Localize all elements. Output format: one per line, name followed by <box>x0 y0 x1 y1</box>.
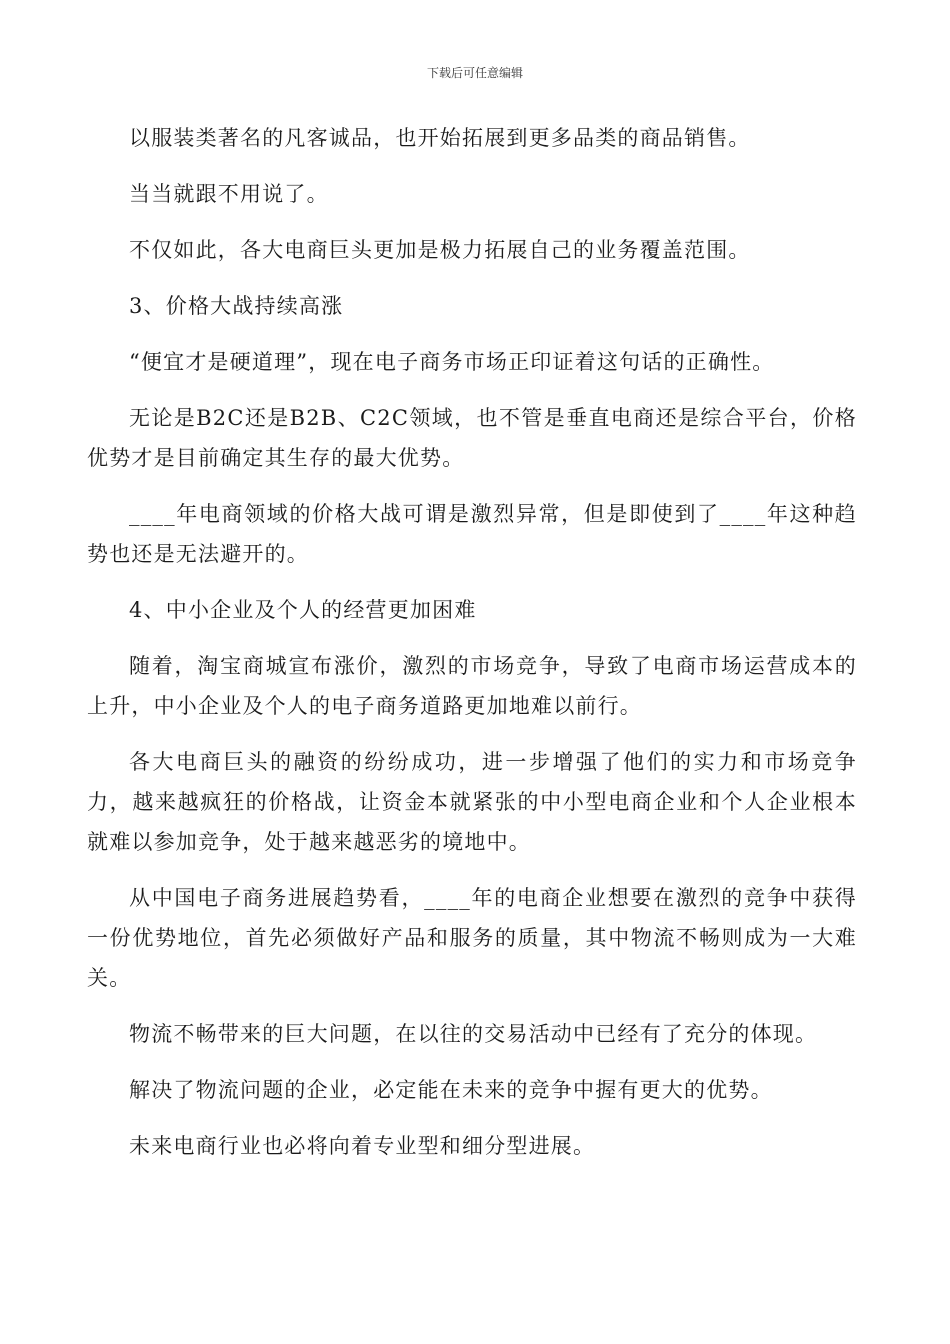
page-header: 下载后可任意编辑 <box>426 66 523 80</box>
paragraph: 各大电商巨头的融资的纷纷成功，进一步增强了他们的实力和市场竞争力，越来越疯狂的价格战，让资金本就紧张的中小型电商企业和个人企业根本就难以参加竞争，处于越来越恶劣的境地中。 <box>87 750 857 854</box>
paragraph: 以服装类著名的凡客诚品，也开始拓展到更多品类的商品销售。 <box>129 126 751 150</box>
paragraph: 当当就跟不用说了。 <box>129 182 329 206</box>
paragraph: 未来电商行业也必将向着专业型和细分型进展。 <box>129 1134 596 1158</box>
paragraph: 随着，淘宝商城宣布涨价，激烈的市场竞争，导致了电商市场运营成本的上升，中小企业及个人的电子商务道路更加地难以前行。 <box>87 654 857 718</box>
paragraph: 不仅如此，各大电商巨头更加是极力拓展自己的业务覆盖范围。 <box>129 238 751 262</box>
paragraph: 无论是B2C还是B2B、C2C领域，也不管是垂直电商还是综合平台，价格优势才是目前确定其生存的最大优势。 <box>87 406 857 470</box>
paragraph: ____年电商领域的价格大战可谓是激烈异常，但是即使到了____年这种趋势也还是无法避开的。 <box>87 502 857 566</box>
paragraph: 解决了物流问题的企业，必定能在未来的竞争中握有更大的优势。 <box>129 1078 773 1102</box>
paragraph: 物流不畅带来的巨大问题，在以往的交易活动中已经有了充分的体现。 <box>129 1022 818 1046</box>
section-heading: 4、中小企业及个人的经营更加困难 <box>129 598 477 622</box>
document-body <box>87 118 857 1166</box>
paragraph: “便宜才是硬道理”，现在电子商务市场正印证着这句话的正确性。 <box>129 350 775 374</box>
paragraph: 从中国电子商务进展趋势看，____年的电商企业想要在激烈的竞争中获得一份优势地位，首先必须做好产品和服务的质量，其中物流不畅则成为一大难关。 <box>87 886 857 990</box>
section-heading: 3、价格大战持续高涨 <box>129 294 344 318</box>
